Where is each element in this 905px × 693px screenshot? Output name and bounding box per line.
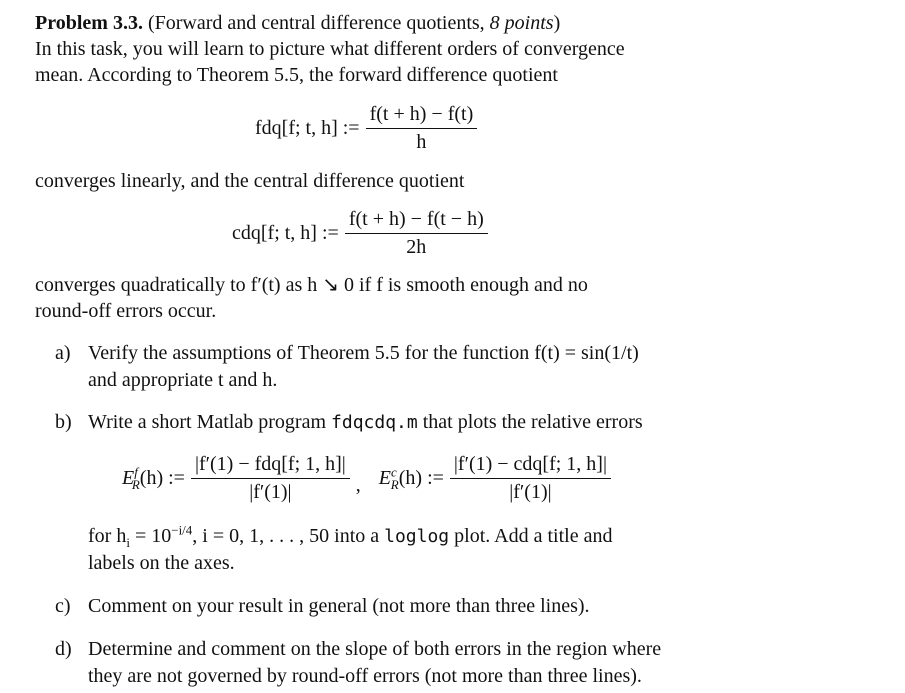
error-forward-fraction — [191, 453, 350, 504]
equation-relative-errors — [122, 453, 615, 504]
cdq-lhs: cdq[f; t, h] := — [232, 222, 339, 244]
cdq-denominator: 2h — [406, 236, 427, 258]
item-b-text-pre: Write a short Matlab program — [88, 411, 327, 433]
item-c-line-1: Comment on your result in general (not more than three lines). — [88, 595, 590, 617]
problem-title: (Forward and central difference quotients, — [147, 12, 485, 34]
error-central-numerator: |f′(1) − cdq[f; 1, h]| — [450, 453, 611, 479]
item-c-marker: c) — [55, 595, 71, 617]
fdq-denominator: h — [416, 131, 427, 153]
problem-number: Problem 3.3. — [35, 12, 143, 34]
list-item-b-continued — [55, 523, 755, 577]
error-forward-lhs: $E^f_R(h)$ := — [122, 464, 185, 492]
list-item-d — [55, 636, 755, 690]
item-a-marker: a) — [55, 342, 71, 364]
problem-points: 8 points — [489, 12, 554, 34]
item-d-marker: d) — [55, 638, 72, 660]
error-central-fraction — [450, 453, 611, 504]
list-item-c — [55, 593, 755, 620]
item-d-line-2: they are not governed by round-off errors (not more than three lines). — [88, 665, 642, 687]
error-central-denominator: |f′(1)| — [509, 481, 552, 503]
item-b-line-1 — [88, 409, 755, 436]
list-item-b — [55, 409, 755, 436]
item-b-line-4: labels on the axes. — [88, 552, 235, 574]
equation-comma: , — [355, 474, 361, 496]
item-d-line-1: Determine and comment on the slope of both errors in the region where — [88, 638, 662, 660]
after-text-line-2: round-off errors occur. — [35, 300, 217, 322]
error-forward-denominator: |f′(1)| — [249, 481, 292, 503]
item-a-line-2: and appropriate t and h. — [88, 369, 278, 391]
item-b-filename: fdqcdq.m — [331, 412, 418, 433]
after-text-line-1: converges quadratically to f′(t) as h ↘ 0 if f is smooth enough and no — [35, 274, 588, 296]
item-b-text-post: that plots the relative errors — [422, 411, 643, 433]
list-item-a — [55, 340, 755, 394]
loglog-code: loglog — [384, 526, 450, 547]
fdq-numerator: f(t + h) − f(t) — [366, 103, 478, 129]
cdq-fraction — [345, 208, 488, 259]
fdq-lhs: fdq[f; t, h] := — [255, 117, 360, 139]
item-b-line-3: for $h_i = 10^{-i/4}$, i = 0, 1, . . . , 50 into a loglog plot. Add a title and — [88, 522, 613, 550]
problem-heading — [35, 10, 755, 36]
intro-line-2: mean. According to Theorem 5.5, the forward difference quotient — [35, 64, 558, 86]
intro-line-1: In this task, you will learn to picture what different orders of convergence — [35, 38, 625, 60]
item-a-line-1: Verify the assumptions of Theorem 5.5 for the function f(t) = sin(1/t) — [88, 342, 639, 364]
fdq-fraction — [366, 103, 478, 154]
mid-text: converges linearly, and the central difference quotient — [35, 170, 465, 192]
equation-cdq — [232, 208, 492, 259]
cdq-numerator: f(t + h) − f(t − h) — [345, 208, 488, 234]
item-b-marker: b) — [55, 411, 72, 433]
error-forward-numerator: |f′(1) − fdq[f; 1, h]| — [191, 453, 350, 479]
problem-title-close: ) — [553, 12, 561, 34]
error-central-lhs: $E^c_R(h)$ := — [378, 464, 444, 492]
equation-fdq — [255, 103, 481, 154]
